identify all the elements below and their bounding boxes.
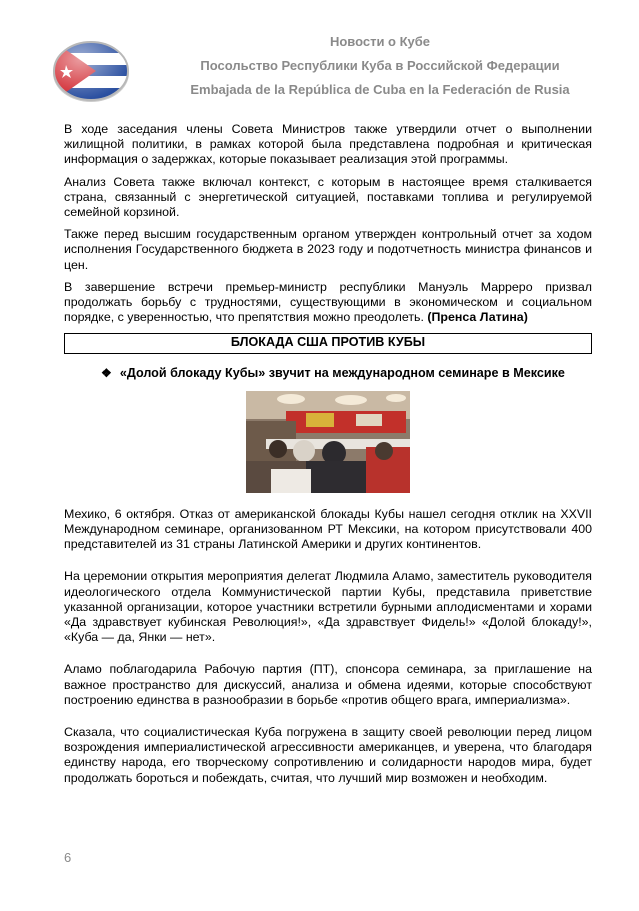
section-banner: БЛОКАДА США ПРОТИВ КУБЫ <box>64 333 592 353</box>
paragraph-closing <box>64 280 592 326</box>
paragraph: На церемонии открытия мероприятия делегат Людмила Аламо, заместитель руководителя идеологического отдела Коммунистической партии Кубы, представила приветствие указанной организации, которое участники встретили бурными аплодисментами и хорами «Да здравствует кубинская Революция!», «Да здравствует Фидель!» «Долой блокаду!», «Куба — да, Янки — нет». <box>64 569 592 645</box>
diamond-bullet-icon: ❖ <box>101 365 112 380</box>
article-headline <box>64 366 592 381</box>
embassy-name-ru: Посольство Республики Куба в Российской Федерации <box>200 58 560 73</box>
embassy-name-es: Embajada de la República de Cuba en la Federación de Rusia <box>190 82 570 97</box>
article-source: (Пренса Латина) <box>427 310 528 325</box>
paragraph: Также перед высшим государственным органом утвержден контрольный отчет за ходом исполнения Государственного бюджета в 2023 году и подотчетность министра финансов и цен. <box>64 227 592 272</box>
paragraph: Анализ Совета также включал контекст, с которым в настоящее время сталкивается страна, связанный с энергетической ситуацией, поставками топлива и регулируемой семейной корзиной. <box>64 174 592 220</box>
page-number: 6 <box>64 850 72 865</box>
paragraph: В ходе заседания члены Совета Министров также утвердили отчет о выполнении жилищной политики, в рамках которой была представлена подробная и критическая информация о задержках, которые показывает реализация этой программы. <box>64 122 592 167</box>
paragraph: Сказала, что социалистическая Куба погружена в защиту своей революции перед лицом возрождения империалистической агрессивности американцев, и уверена, что благодаря единству народа, его творческому сопротивлению и солидарности народов мира, будет продолжать бороться и побеждать, считая, что лучший мир возможен и необходим. <box>64 725 592 785</box>
cuba-flag-logo <box>52 40 130 102</box>
seminar-photo <box>246 391 410 493</box>
article-body <box>64 507 592 786</box>
closing-text: В завершение встречи премьер-министр республики Мануэль Марреро призвал продолжать борьбу с трудностями, существующими в экономическом и социальном порядке, с уверенностью, что препятствия можно преодолеть. <box>64 279 592 325</box>
page-header <box>0 0 639 110</box>
article-continued <box>64 122 592 325</box>
paragraph: Мехико, 6 октября. Отказ от американской блокады Кубы нашел сегодня отклик на XXVII Международном семинаре, организованном РТ Мексики, на котором присутствовали 400 представителей из 31 страны Латинской Америки и других континентов. <box>64 506 592 552</box>
page-content <box>64 122 592 803</box>
headline-text: «Долой блокаду Кубы» звучит на международном семинаре в Мексике <box>119 365 565 380</box>
newsletter-title: Новости о Кубе <box>329 34 431 49</box>
paragraph: Аламо поблагодарила Рабочую партия (ПТ), спонсора семинара, за приглашение на важное пространство для дискуссий, анализа и обмена идеями, которые способствуют построению единства в разнообразии в борьбе «против общего врага, империализма». <box>64 662 592 707</box>
